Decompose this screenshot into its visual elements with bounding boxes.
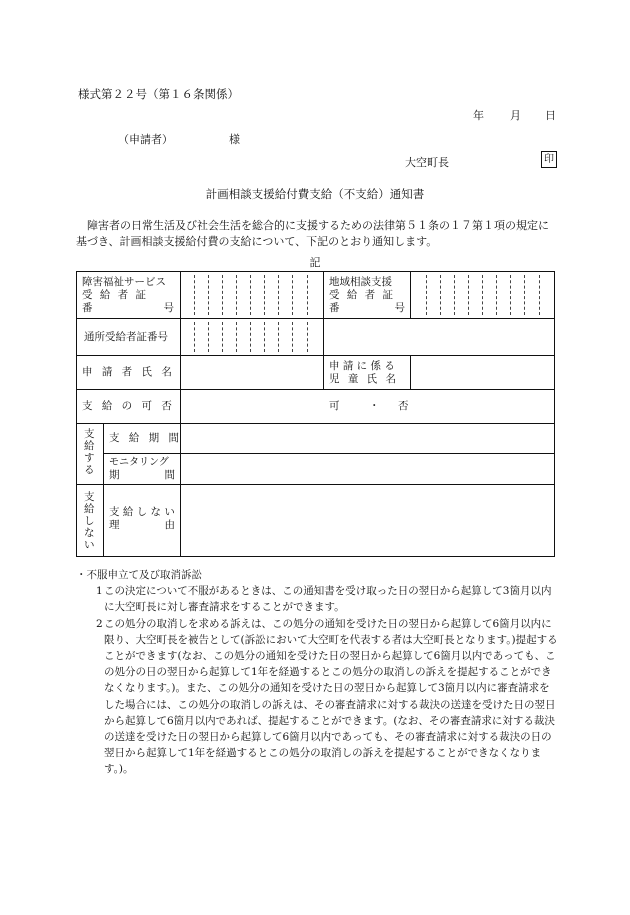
grant-group-label: 支 給 す る [84,428,95,476]
disability-cert-label-line2: 受 給 者 証 [82,289,149,301]
appeal-notes [76,567,560,778]
form-number: 様式第２２号（第１６条関係） [78,87,239,101]
grant-period-label: 支 給 期 間 [109,432,183,444]
child-name-label-line2: 児 童 氏 名 [329,373,399,385]
monitoring-label-line2: 期 間 [109,469,175,481]
ki-label: 記 [309,256,321,269]
approval-dot: ・ [369,400,380,412]
seal-mark: 印 [541,151,557,168]
approval-no: 否 [398,400,409,412]
date-month-label: 月 [510,109,521,122]
date-day-label: 日 [545,109,556,122]
nongrant-group-label: 支 給 し な い [84,491,95,551]
disability-cert-label-line3: 番 号 [82,302,174,314]
community-cert-label-line3: 番 号 [329,302,405,314]
nongrant-reason-label-line1: 支 給 し な い [109,506,175,518]
community-cert-label-line1: 地域相談支援 [329,276,392,288]
body-text: 障害者の日常生活及び社会生活を総合的に支援するための法律第５１条の１７第１項の規定に基づき、計画相談支援給付費の支給について、下記のとおり通知します。 [76,219,549,248]
note-item-2: 2 この処分の取消しを求める訴えは、この処分の通知を受けた日の翌日から起算して6箇月以内に限り、大空町長を被告として(訴訟において大空町を代表する者は大空町長となります。)提起することができます(なお、この処分の通知を受けた日の翌日から起算して6箇月以内であっても、この処分の日の翌日から起算して1年を経過するとこの処分の取消しの訴えを提起することができなくなります。)。また、この処分の通知を受けた日の翌日から起算して3箇月以内に審査請求をした場合には、この処分の取消しの訴えは、その審査請求に対する裁決の送達を受けた日の翌日から起算して6箇月以内であれば、提起することができます。(なお、その審査請求に対する裁決の送達を受けた日の翌日から起算して6箇月以内であっても、その審査請求に対する裁決の日の翌日から起算して1年を経過するとこの処分の取消しの訴えを提起することができなくなります。)。 [96,617,558,776]
community-cert-label-line2: 受 給 者 証 [329,289,396,301]
issuer-name: 大空町長 [405,156,449,169]
date-year-label: 年 [473,109,484,122]
document-title: 計画相談支援給付費支給（不支給）通知書 [205,187,425,201]
approval-yes: 可 [329,400,340,412]
disability-cert-label-line1: 障害福祉サービス [82,276,166,288]
applicant-label: （申請者） [118,133,173,146]
notice-table [76,271,555,557]
approval-label: 支 給 の 可 否 [82,400,175,412]
notes-heading: ・不服申立て及び取消訴訟 [76,569,202,581]
nongrant-reason-label-line2: 理 由 [109,519,175,531]
note-item-1: 1 この決定について不服があるときは、この通知書を受け取った日の翌日から起算して3箇月以内に大空町長に対し審査請求をすることができます。 [96,585,552,614]
applicant-honorific: 様 [229,133,240,146]
monitoring-label-line1: モニタリング [109,457,169,468]
applicant-name-label: 申 請 者 氏 名 [82,366,175,378]
child-name-label-line1: 申 請 に 係 る [329,360,395,372]
facility-cert-label: 通所受給者証番号 [84,331,168,343]
